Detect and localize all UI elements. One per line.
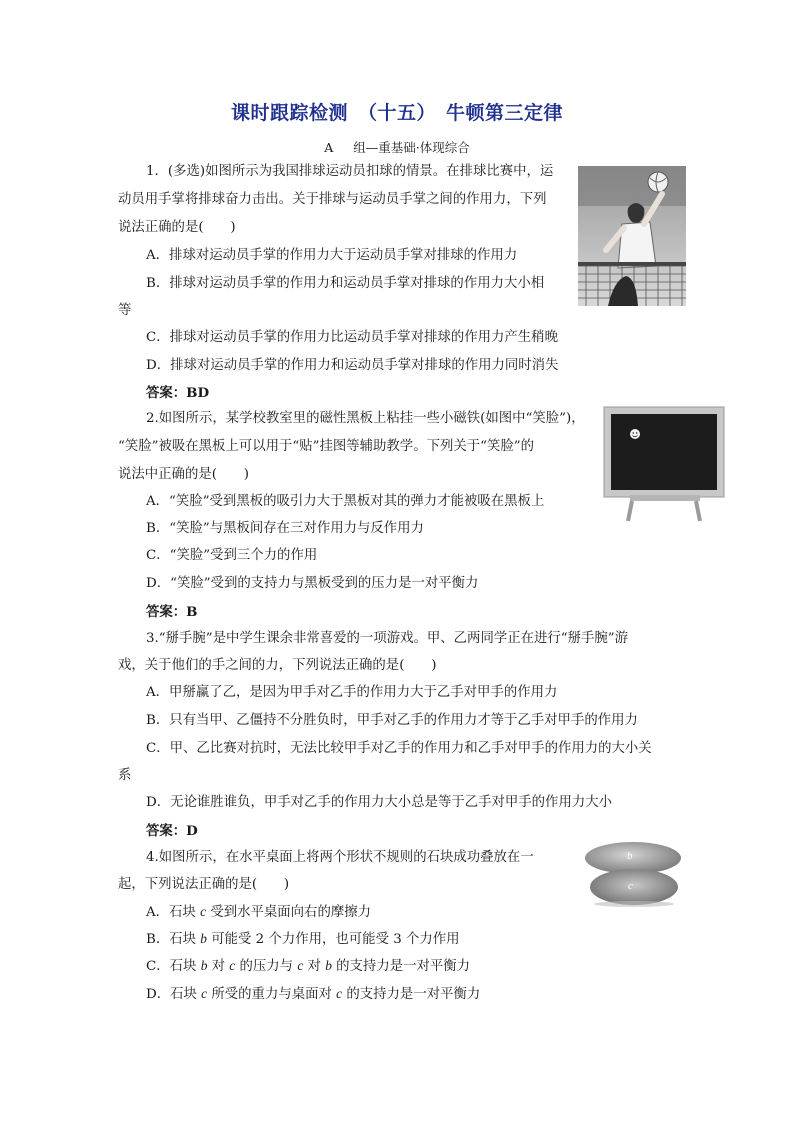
- q2-option-c: C．“笑脸”受到三个力的作用: [146, 548, 318, 563]
- q3-option-c: C．甲、乙比赛对抗时，无法比较甲手对乙手的作用力和乙手对甲手的作用力的大小关: [146, 741, 652, 756]
- q2-stem-line2: “笑脸”被吸在黑板上可以用于“贴”挂图等辅助教学。下列关于“笑脸”的: [118, 439, 535, 454]
- q3-option-d: D．无论谁胜谁负，甲手对乙手的作用力大小总是等于乙手对甲手的作用力大小: [146, 795, 613, 810]
- q4-option-c: C．石块 b 对 c 的压力与 c 对 b 的支持力是一对平衡力: [146, 958, 471, 974]
- q3-stem-line2: 戏，关于他们的手之间的力，下列说法正确的是( ): [118, 658, 437, 673]
- q1-stem-line3: 说法正确的是( ): [118, 220, 236, 235]
- q1-stem-line2: 动员用手掌将排球奋力击出。关于排球与运动员手掌之间的作用力，下列: [118, 192, 547, 207]
- q4-stem-line2: 起，下列说法正确的是( ): [118, 877, 290, 892]
- q1-answer: 答案：BD: [146, 385, 210, 401]
- q1-option-b-cont: 等: [118, 303, 132, 318]
- q4-option-d: D．石块 c 所受的重力与桌面对 c 的支持力是一对平衡力: [146, 986, 481, 1002]
- page-title: 课时跟踪检测 （十五） 牛顿第三定律: [230, 102, 563, 124]
- q2-stem-line1: 2.如图所示，某学校教室里的磁性黑板上粘挂一些小磁铁(如图中“笑脸”)，: [146, 411, 585, 426]
- stones-photo: [580, 840, 686, 908]
- q3-option-c-cont: 系: [118, 768, 132, 783]
- q3-answer: 答案：D: [146, 823, 198, 839]
- q1-option-a: A．排球对运动员手掌的作用力大于运动员手掌对排球的作用力: [146, 248, 518, 263]
- q1-option-d: D．排球对运动员手掌的作用力和运动员手掌对排球的作用力同时消失: [146, 358, 559, 373]
- section-name: 组—重基础·体现综合: [353, 140, 470, 155]
- q4-option-b: B．石块 b 可能受 2 个力作用，也可能受 3 个力作用: [146, 931, 460, 947]
- stone-label-b: b: [627, 850, 633, 862]
- q3-option-b: B．只有当甲、乙僵持不分胜负时，甲手对乙手的作用力才等于乙手对甲手的作用力: [146, 713, 638, 728]
- blackboard-photo: [602, 405, 726, 523]
- q1-stem-line1: 1．(多选)如图所示为我国排球运动员扣球的情景。在排球比赛中，运: [146, 164, 554, 179]
- volleyball-photo: [578, 166, 686, 306]
- q4-option-a: A．石块 c 受到水平桌面向右的摩擦力: [146, 904, 372, 920]
- q3-stem-line1: 3.“掰手腕”是中学生课余非常喜爱的一项游戏。甲、乙两同学正在进行“掰手腕”游: [146, 631, 629, 646]
- q1-option-c: C．排球对运动员手掌的作用力比运动员手掌对排球的作用力产生稍晚: [146, 330, 558, 345]
- section-letter: A: [324, 140, 334, 155]
- q2-stem-line3: 说法中正确的是( ): [118, 467, 249, 482]
- q2-option-d: D．“笑脸”受到的支持力与黑板受到的压力是一对平衡力: [146, 576, 479, 591]
- q2-answer: 答案：B: [146, 604, 198, 620]
- section-heading: [0, 138, 794, 156]
- q2-option-b: B．“笑脸”与黑板间存在三对作用力与反作用力: [146, 521, 424, 536]
- q4-stem-line1: 4.如图所示，在水平桌面上将两个形状不规则的石块成功叠放在一: [146, 850, 534, 865]
- q2-option-a: A．“笑脸”受到黑板的吸引力大于黑板对其的弹力才能被吸在黑板上: [146, 494, 545, 509]
- q1-option-b: B．排球对运动员手掌的作用力和运动员手掌对排球的作用力大小相: [146, 276, 545, 291]
- q3-option-a: A．甲掰赢了乙，是因为甲手对乙手的作用力大于乙手对甲手的作用力: [146, 685, 558, 700]
- stone-label-c: c: [628, 880, 633, 892]
